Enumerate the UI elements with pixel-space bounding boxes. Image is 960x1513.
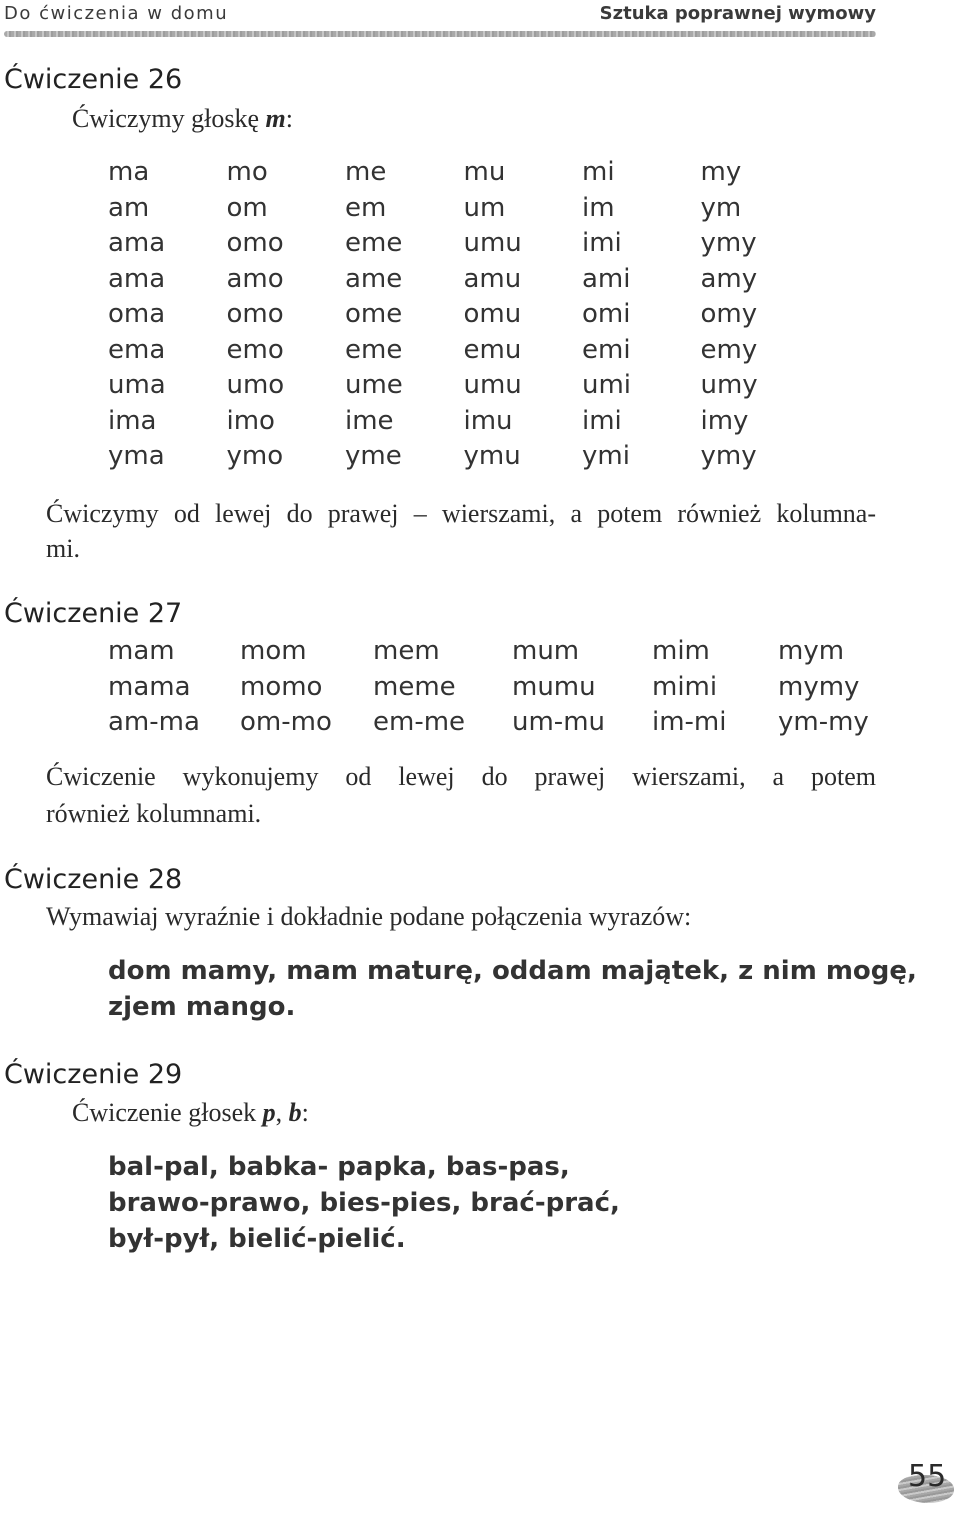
grid-row xyxy=(108,155,819,191)
syllable: mim xyxy=(652,636,710,666)
exercise-27-note-line1: Ćwiczenie wykonujemy od lewej do prawej wierszami, a potem xyxy=(46,762,876,791)
exercise-28-intro: Wymawiaj wyraźnie i dokładnie podane połączenia wyrazów: xyxy=(46,902,692,931)
intro-letter: m xyxy=(265,104,286,133)
syllable: omu xyxy=(463,299,522,329)
intro-letter-b: b xyxy=(288,1098,302,1127)
syllable: mem xyxy=(373,636,440,666)
grid-row xyxy=(108,297,819,333)
syllable: imi xyxy=(582,405,622,436)
syllable: amu xyxy=(463,263,522,294)
grid-row xyxy=(108,368,819,404)
syllable: mumu xyxy=(512,671,596,702)
syllable: my xyxy=(700,157,742,187)
syllable: ume xyxy=(345,370,403,400)
syllable: ymy xyxy=(700,228,757,258)
syllable: umu xyxy=(463,370,522,400)
exercise-26-intro xyxy=(72,104,293,134)
exercise-27-note-line2: również kolumnami. xyxy=(46,799,262,828)
syllable: ima xyxy=(108,405,157,436)
syllable: umi xyxy=(582,370,632,400)
syllable: uma xyxy=(108,370,166,400)
intro-separator: , xyxy=(275,1098,289,1127)
syllable: um-mu xyxy=(512,707,605,737)
syllable: em-me xyxy=(373,707,466,737)
syllable: emu xyxy=(463,334,522,365)
syllable: mam xyxy=(108,636,175,666)
syllable: ymi xyxy=(582,441,630,471)
syllable: amy xyxy=(700,263,758,294)
syllable: om xyxy=(226,192,268,223)
exercise-27-grid xyxy=(108,634,898,741)
exercise-28-line2: zjem mango. xyxy=(108,992,296,1022)
syllable: am-ma xyxy=(108,707,200,737)
syllable: im xyxy=(582,192,615,223)
grid-row xyxy=(108,705,898,741)
grid-row xyxy=(108,404,819,440)
syllable: ma xyxy=(108,157,150,187)
syllable: mi xyxy=(582,157,615,187)
exercise-29-title: Ćwiczenie 29 xyxy=(4,1059,183,1090)
syllable: ama xyxy=(108,263,166,294)
syllable: eme xyxy=(345,228,403,258)
syllable: momo xyxy=(240,671,323,702)
syllable: ymo xyxy=(226,441,284,471)
syllable: mama xyxy=(108,671,191,702)
syllable: ome xyxy=(345,299,403,329)
syllable: mo xyxy=(226,157,268,187)
syllable: em xyxy=(345,192,387,223)
running-header xyxy=(0,0,876,40)
syllable: omi xyxy=(582,299,631,329)
syllable: me xyxy=(345,157,387,187)
syllable: ami xyxy=(582,263,631,294)
exercise-26-note-line1: Ćwiczymy od lewej do prawej – wierszami, a potem również kolumna- xyxy=(46,499,876,528)
header-right-title: Sztuka poprawnej wymowy xyxy=(599,3,876,24)
syllable: meme xyxy=(373,671,456,702)
intro-text: Ćwiczymy głoskę xyxy=(72,104,266,133)
syllable: mym xyxy=(778,636,845,666)
syllable: eme xyxy=(345,334,403,365)
syllable: ymy xyxy=(700,441,757,471)
syllable: im-mi xyxy=(652,707,727,737)
exercise-29-line3: był-pył, bielić-pielić. xyxy=(108,1224,406,1254)
syllable: mum xyxy=(512,636,580,666)
grid-row xyxy=(108,634,898,670)
intro-text: Ćwiczenie głosek xyxy=(72,1098,263,1127)
syllable: omy xyxy=(700,299,758,329)
syllable: imu xyxy=(463,405,513,436)
exercise-29-line1: bal-pal, babka- papka, bas-pas, xyxy=(108,1152,570,1182)
exercise-26-note-line2: mi. xyxy=(46,534,80,563)
syllable: emy xyxy=(700,334,758,365)
syllable: emi xyxy=(582,334,631,365)
syllable: mom xyxy=(240,636,307,666)
syllable: ime xyxy=(345,405,394,436)
syllable: mymy xyxy=(778,671,860,702)
exercise-27-title: Ćwiczenie 27 xyxy=(4,598,183,629)
grid-row xyxy=(108,262,819,298)
syllable: imi xyxy=(582,228,622,258)
syllable: ym xyxy=(700,192,742,223)
exercise-26-grid xyxy=(108,155,819,475)
syllable: um xyxy=(463,192,506,223)
syllable: oma xyxy=(108,299,166,329)
grid-row xyxy=(108,670,898,706)
syllable: mimi xyxy=(652,671,718,702)
grid-row xyxy=(108,226,819,262)
syllable: yme xyxy=(345,441,402,471)
grid-row xyxy=(108,191,819,227)
intro-letter-p: p xyxy=(262,1098,276,1127)
exercise-28-line1: dom mamy, mam maturę, oddam majątek, z nim mogę, xyxy=(108,956,917,986)
syllable: umy xyxy=(700,370,758,400)
header-left-title: Do ćwiczenia w domu xyxy=(4,3,229,24)
syllable: omo xyxy=(226,228,284,258)
syllable: amo xyxy=(226,263,284,294)
grid-row xyxy=(108,439,819,475)
page-number-badge xyxy=(898,1459,954,1509)
syllable: imy xyxy=(700,405,749,436)
intro-suffix: : xyxy=(301,1098,309,1127)
syllable: ym-my xyxy=(778,707,869,737)
syllable: omo xyxy=(226,299,284,329)
syllable: ymu xyxy=(463,441,521,471)
intro-suffix: : xyxy=(285,104,293,133)
grid-row xyxy=(108,333,819,369)
syllable: ama xyxy=(108,228,166,258)
exercise-29-intro xyxy=(72,1098,309,1128)
syllable: yma xyxy=(108,441,165,471)
syllable: umu xyxy=(463,228,522,258)
syllable: ame xyxy=(345,263,403,294)
syllable: mu xyxy=(463,157,506,187)
syllable: om-mo xyxy=(240,707,332,737)
exercise-29-line2: brawo-prawo, bies-pies, brać-prać, xyxy=(108,1188,620,1218)
syllable: am xyxy=(108,192,150,223)
exercise-26-title: Ćwiczenie 26 xyxy=(4,64,183,95)
syllable: ema xyxy=(108,334,166,365)
syllable: imo xyxy=(226,405,275,436)
header-rule xyxy=(4,31,876,37)
syllable: emo xyxy=(226,334,284,365)
page-number: 55 xyxy=(908,1459,947,1494)
syllable: umo xyxy=(226,370,285,400)
exercise-28-title: Ćwiczenie 28 xyxy=(4,864,183,895)
